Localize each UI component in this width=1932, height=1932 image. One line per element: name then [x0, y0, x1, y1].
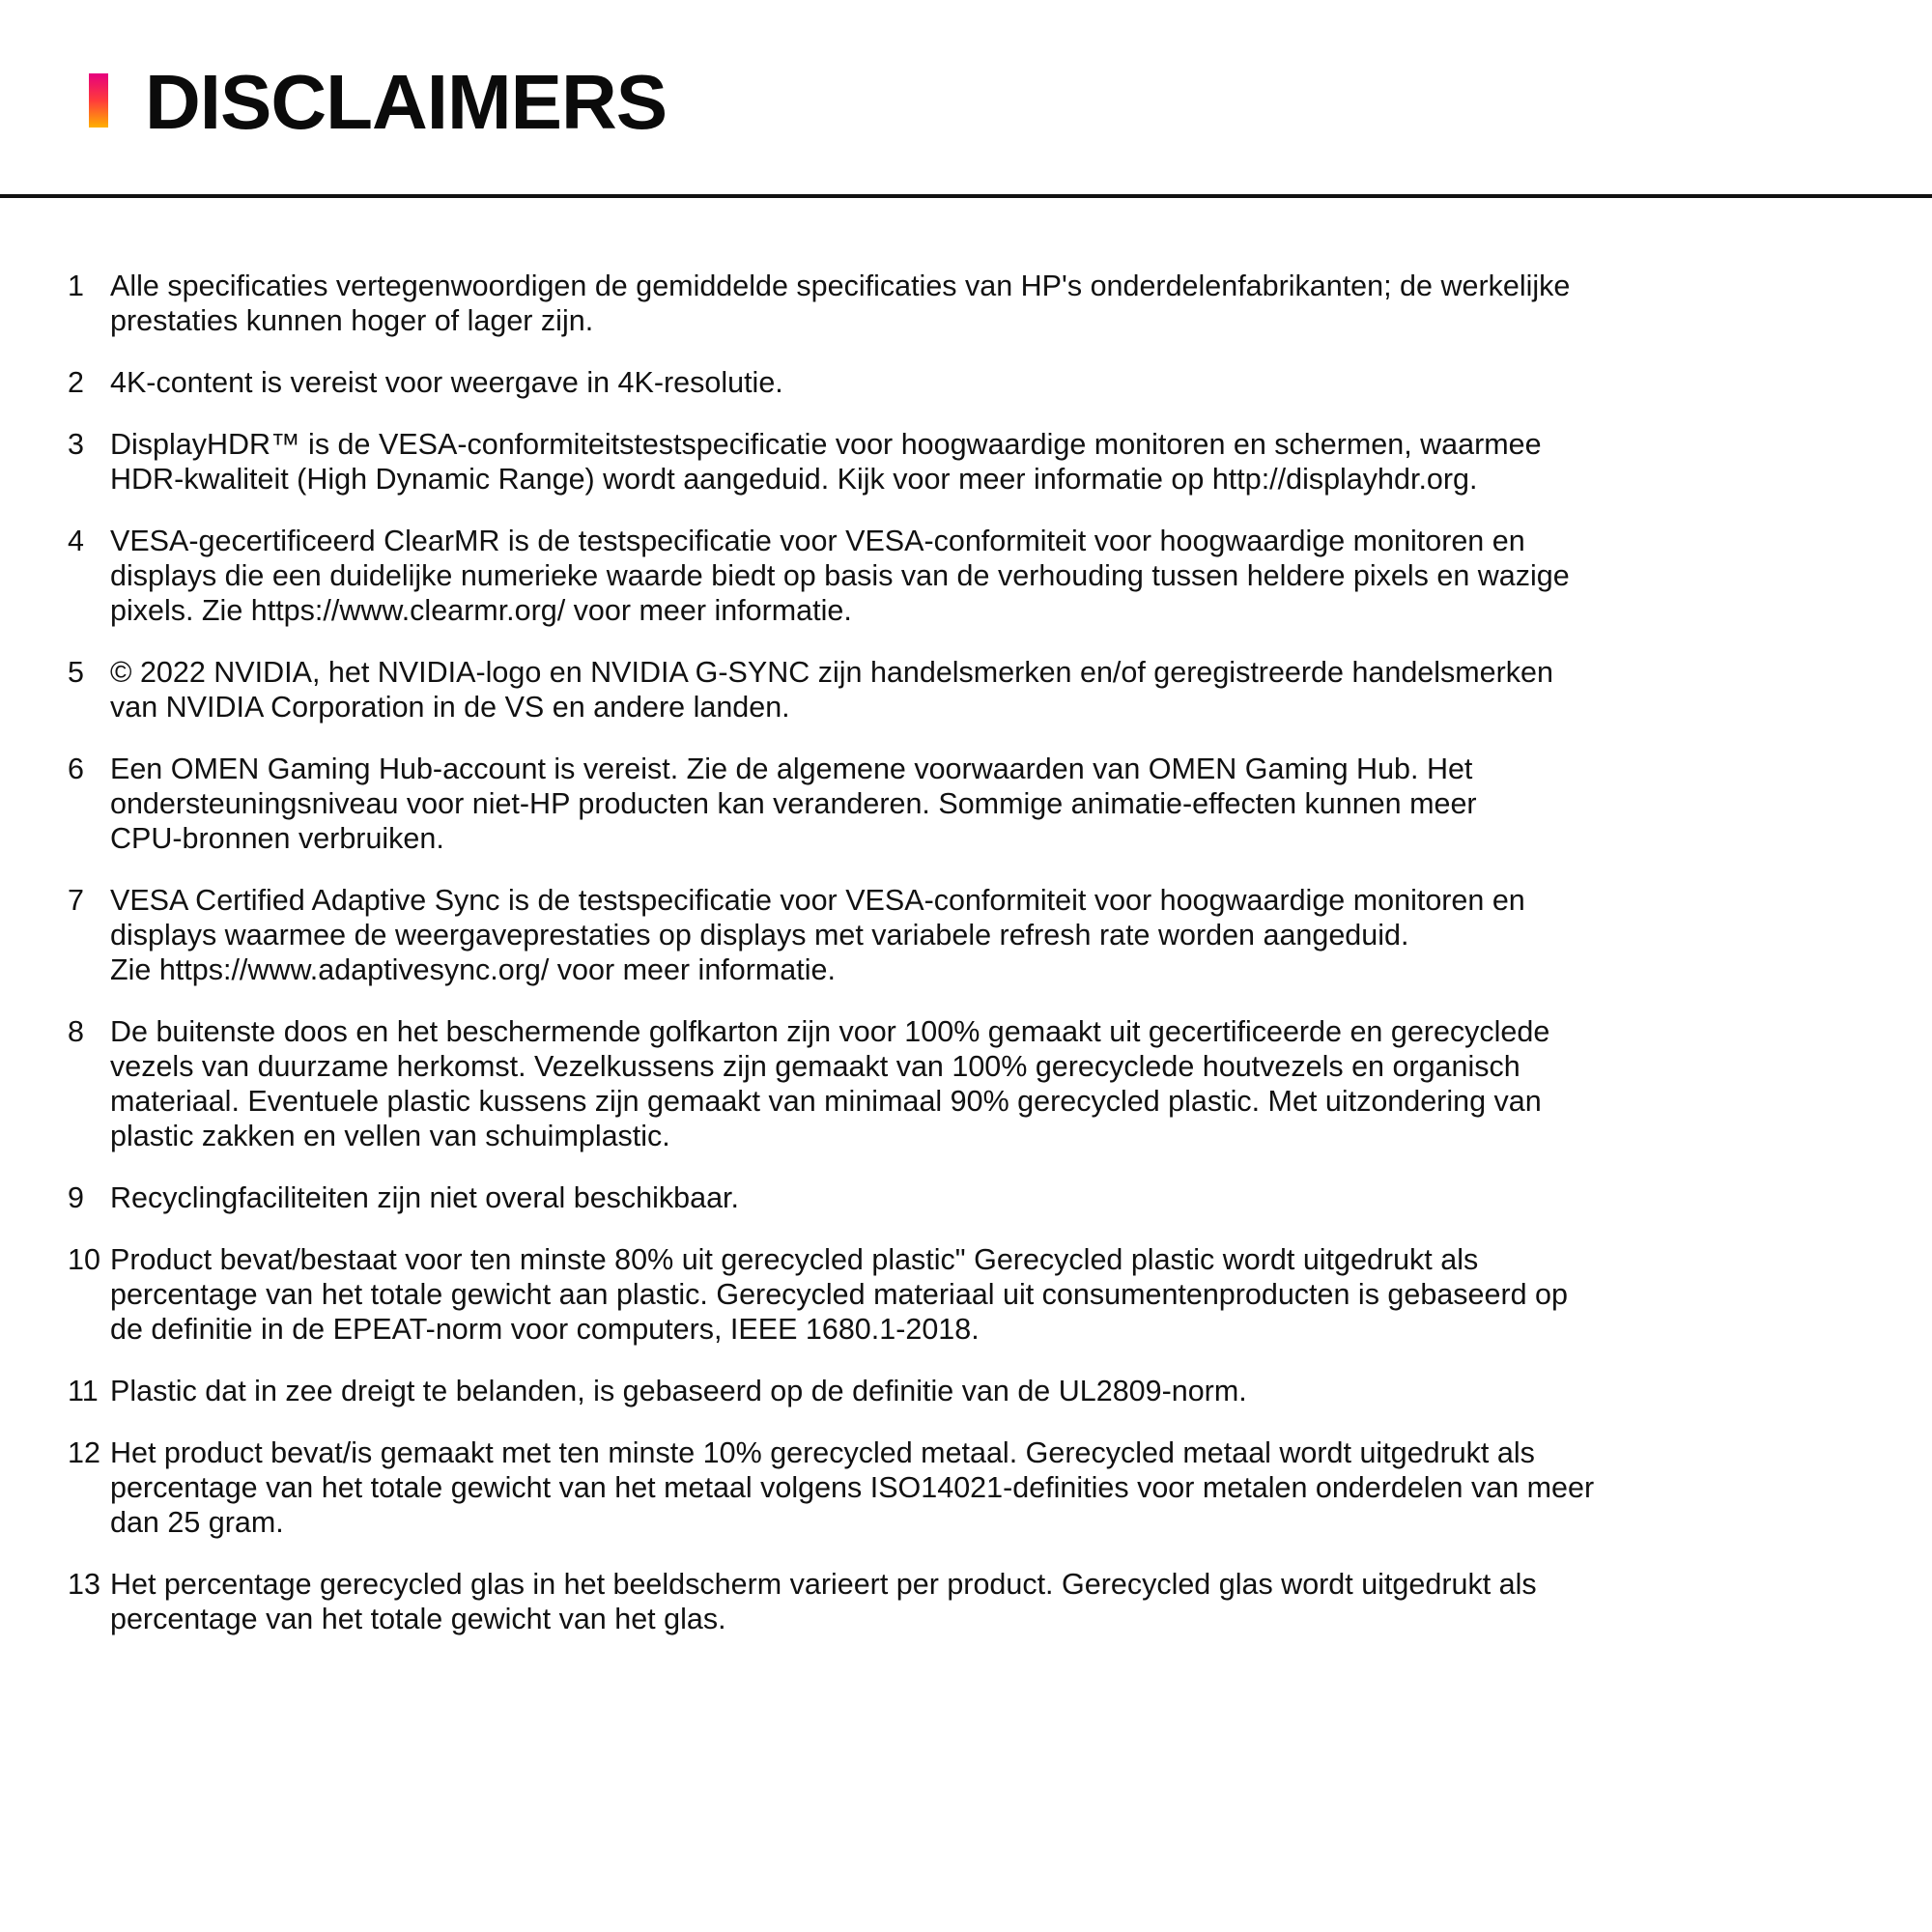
disclaimer-item	[68, 365, 1864, 400]
disclaimer-item	[68, 269, 1864, 338]
disclaimer-item	[68, 883, 1864, 987]
disclaimer-item	[68, 1180, 1864, 1215]
disclaimer-text: De buitenste doos en het beschermende golfkarton zijn voor 100% gemaakt uit gecertificeerde en gerecyclede vezels van duurzame herkomst. Vezelkussens zijn gemaakt van 100% gerecyclede houtvezels en organisch materiaal. Eventuele plastic kussens zijn gemaakt van minimaal 90% gerecycled plastic. Met uitzondering van plastic zakken en vellen van schuimplastic.	[110, 1015, 1550, 1152]
disclaimer-item	[68, 1242, 1864, 1347]
disclaimer-number: 12	[68, 1436, 100, 1469]
disclaimer-item	[68, 1567, 1864, 1636]
disclaimer-text: © 2022 NVIDIA, het NVIDIA-logo en NVIDIA G-SYNC zijn handelsmerken en/of geregistreerde handelsmerken van NVIDIA Corporation in de VS en andere landen.	[110, 656, 1553, 724]
disclaimer-text: Het percentage gerecycled glas in het beeldscherm varieert per product. Gerecycled glas wordt uitgedrukt als percentage van het totale gewicht van het glas.	[110, 1568, 1537, 1635]
disclaimer-item	[68, 1014, 1864, 1153]
disclaimer-number: 10	[68, 1243, 100, 1276]
disclaimer-list	[68, 269, 1864, 1663]
disclaimer-item	[68, 655, 1864, 724]
disclaimer-text: Recyclingfaciliteiten zijn niet overal beschikbaar.	[110, 1181, 739, 1214]
disclaimer-item	[68, 1435, 1864, 1540]
disclaimer-item	[68, 524, 1864, 628]
header-divider	[0, 194, 1932, 198]
disclaimer-item	[68, 752, 1864, 856]
disclaimer-text: DisplayHDR™ is de VESA-conformiteitstestspecificatie voor hoogwaardige monitoren en schermen, waarmee HDR-kwaliteit (High Dynamic Range) wordt aangeduid. Kijk voor meer informatie op http://displayhdr.org.	[110, 428, 1542, 496]
disclaimer-text: VESA-gecertificeerd ClearMR is de testspecificatie voor VESA-conformiteit voor hoogwaardige monitoren en displays die een duidelijke numerieke waarde biedt op basis van de verhouding tussen heldere pixels en wazige pixels. Zie https://www.clearmr.org/ voor meer informatie.	[110, 525, 1570, 627]
disclaimer-text: 4K-content is vereist voor weergave in 4K-resolutie.	[110, 366, 783, 399]
disclaimer-item	[68, 1374, 1864, 1408]
disclaimer-number: 6	[68, 753, 84, 785]
disclaimer-text: Een OMEN Gaming Hub-account is vereist. Zie de algemene voorwaarden van OMEN Gaming Hub. Het ondersteuningsniveau voor niet-HP producten kan veranderen. Sommige animatie-effecten kunnen meer CPU-bronnen verbruiken.	[110, 753, 1477, 855]
disclaimer-number: 7	[68, 884, 84, 917]
disclaimer-number: 9	[68, 1181, 84, 1214]
disclaimer-text: Het product bevat/is gemaakt met ten minste 10% gerecycled metaal. Gerecycled metaal wordt uitgedrukt als percentage van het totale gewicht van het metaal volgens ISO14021-definities voor metalen onderdelen van meer dan 25 gram.	[110, 1436, 1595, 1539]
disclaimer-number: 4	[68, 525, 84, 557]
page-title: DISCLAIMERS	[145, 59, 668, 145]
disclaimer-number: 5	[68, 656, 84, 689]
disclaimer-number: 8	[68, 1015, 84, 1048]
disclaimer-text: VESA Certified Adaptive Sync is de testspecificatie voor VESA-conformiteit voor hoogwaardige monitoren en displays waarmee de weergaveprestaties op displays met variabele refresh rate worden aangeduid. Zie https://www.adaptivesync.org/ voor meer informatie.	[110, 884, 1525, 986]
disclaimer-text: Plastic dat in zee dreigt te belanden, is gebaseerd op de definitie van de UL2809-norm.	[110, 1375, 1247, 1407]
accent-bar	[89, 73, 108, 128]
disclaimer-text: Product bevat/bestaat voor ten minste 80% uit gerecycled plastic" Gerecycled plastic wordt uitgedrukt als percentage van het totale gewicht aan plastic. Gerecycled materiaal uit consumentenproducten is gebaseerd op de definitie in de EPEAT-norm voor computers, IEEE 1680.1-2018.	[110, 1243, 1568, 1346]
disclaimer-number: 3	[68, 428, 84, 461]
page-header	[0, 0, 1932, 198]
disclaimer-number: 2	[68, 366, 84, 399]
disclaimer-number: 1	[68, 270, 84, 302]
disclaimer-number: 11	[68, 1375, 99, 1407]
disclaimer-text: Alle specificaties vertegenwoordigen de gemiddelde specificaties van HP's onderdelenfabrikanten; de werkelijke prestaties kunnen hoger of lager zijn.	[110, 270, 1571, 337]
disclaimer-number: 13	[68, 1568, 100, 1601]
disclaimer-item	[68, 427, 1864, 497]
